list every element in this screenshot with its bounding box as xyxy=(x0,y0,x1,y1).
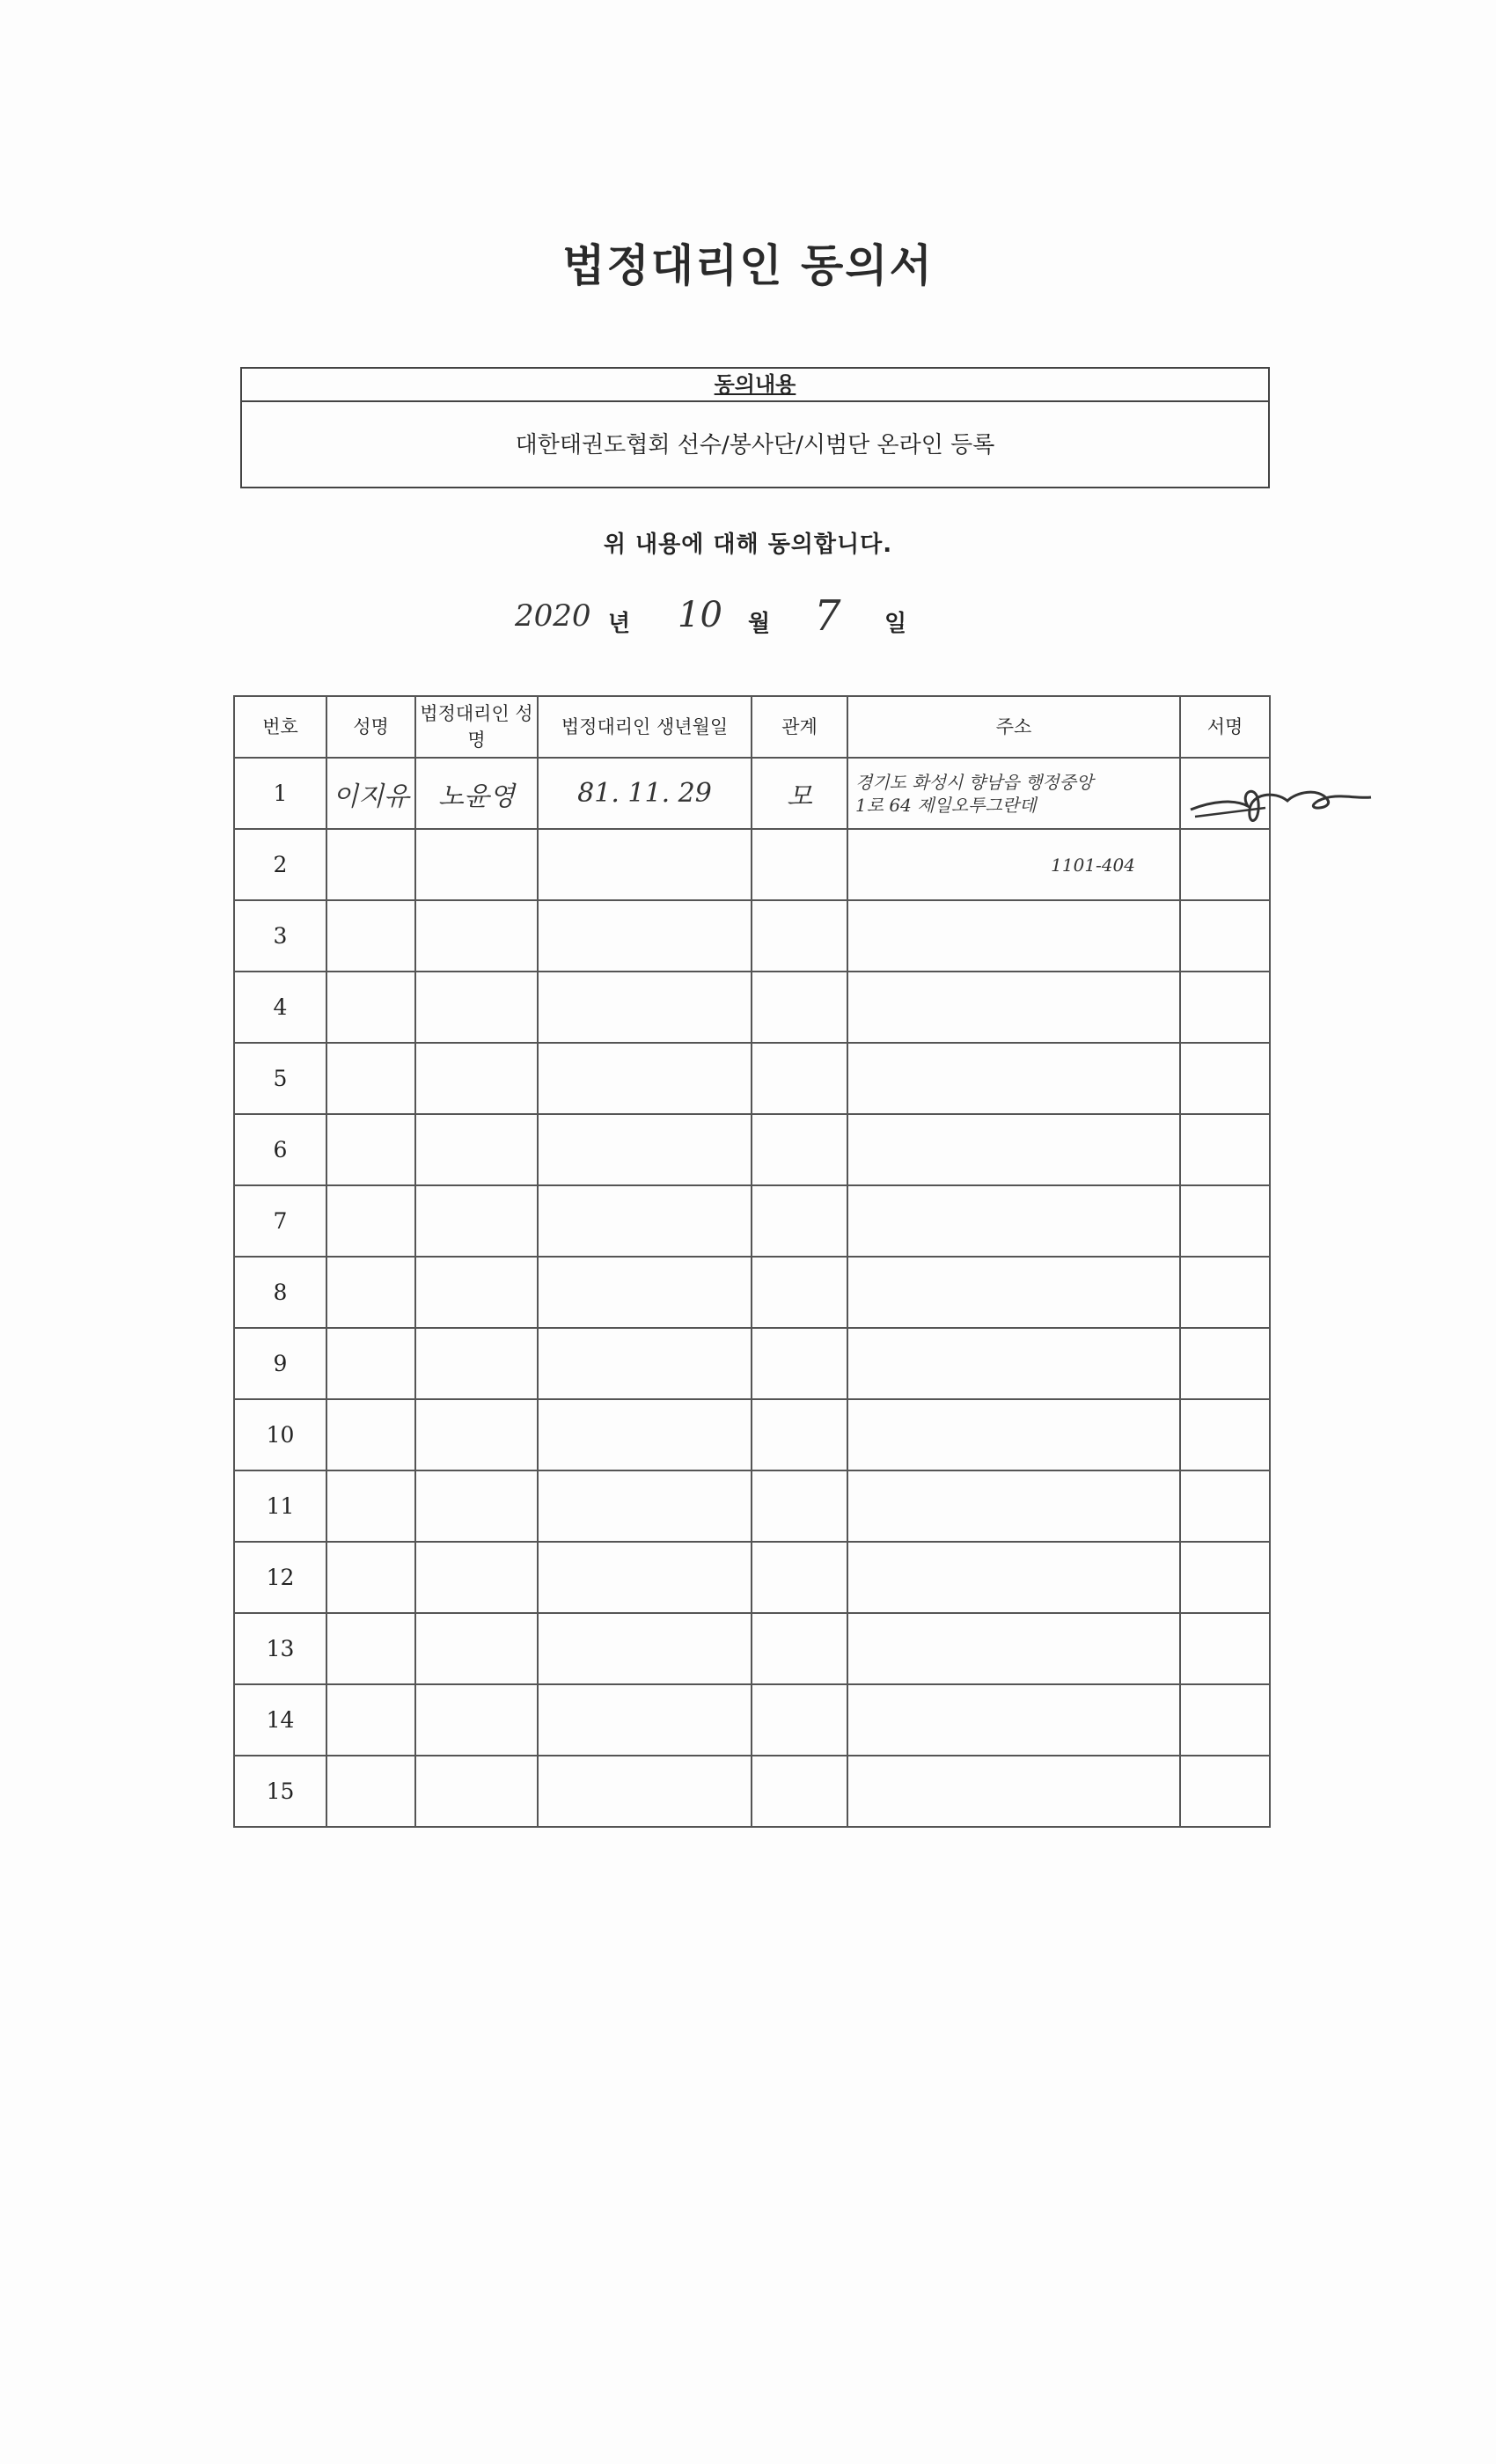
consent-heading: 동의내용 xyxy=(242,369,1268,402)
consent-box xyxy=(240,367,1270,488)
row-number: 9 xyxy=(234,1328,326,1399)
table-row xyxy=(234,1756,1270,1827)
row-number: 1 xyxy=(234,758,326,829)
row-guardian-name: 노윤영 xyxy=(415,758,538,829)
document-title: 법정대리인 동의서 xyxy=(562,240,934,291)
address-line-3: 1101-404 xyxy=(847,829,1180,900)
header-number: 번호 xyxy=(234,696,326,758)
address-line-2: 1로 64 제일오투그란데 xyxy=(855,794,1037,816)
table-row xyxy=(234,829,1270,900)
date-year: 2020 xyxy=(515,598,591,634)
consent-content: 대한태권도협회 선수/봉사단/시범단 온라인 등록 xyxy=(515,432,995,458)
table-row xyxy=(234,972,1270,1043)
row-guardian-birth: 81. 11. 29 xyxy=(538,758,752,829)
table-row xyxy=(234,1185,1270,1257)
agree-text: 위 내용에 대해 동의합니다. xyxy=(603,532,893,558)
header-guardian-name: 법정대리인 성명 xyxy=(415,696,538,758)
header-signature: 서명 xyxy=(1180,696,1270,758)
header-guardian-birth: 법정대리인 생년월일 xyxy=(538,696,752,758)
table-header-row xyxy=(234,696,1270,758)
table-row xyxy=(234,758,1270,829)
row-relation: 모 xyxy=(752,758,847,829)
row-number: 6 xyxy=(234,1114,326,1185)
date-month-label: 월 xyxy=(748,611,771,637)
row-number: 12 xyxy=(234,1542,326,1613)
date-day: 7 xyxy=(814,591,841,641)
address-line-1: 경기도 화성시 향남읍 행정중앙 xyxy=(855,771,1094,793)
table-row xyxy=(234,1399,1270,1470)
row-number: 11 xyxy=(234,1470,326,1542)
table-row xyxy=(234,1542,1270,1613)
row-address xyxy=(847,758,1180,829)
row-number: 4 xyxy=(234,972,326,1043)
header-relation: 관계 xyxy=(752,696,847,758)
date-year-label: 년 xyxy=(608,611,631,637)
consent-table xyxy=(233,695,1271,1828)
table-row xyxy=(234,1684,1270,1756)
date-day-label: 일 xyxy=(884,611,907,637)
row-number: 7 xyxy=(234,1185,326,1257)
row-number: 10 xyxy=(234,1399,326,1470)
row-number: 3 xyxy=(234,900,326,972)
row-number: 13 xyxy=(234,1613,326,1684)
table-row xyxy=(234,1613,1270,1684)
row-number: 5 xyxy=(234,1043,326,1114)
row-number: 15 xyxy=(234,1756,326,1827)
row-number: 8 xyxy=(234,1257,326,1328)
date-month: 10 xyxy=(678,595,722,635)
handwritten-signature xyxy=(1186,774,1380,836)
table-row xyxy=(234,1043,1270,1114)
date-line xyxy=(515,591,1008,648)
table-row xyxy=(234,900,1270,972)
header-address: 주소 xyxy=(847,696,1180,758)
row-number: 2 xyxy=(234,829,326,900)
row-name: 이지유 xyxy=(326,758,415,829)
table-row xyxy=(234,1114,1270,1185)
header-name: 성명 xyxy=(326,696,415,758)
table-row xyxy=(234,1328,1270,1399)
table-row xyxy=(234,1257,1270,1328)
table-row xyxy=(234,1470,1270,1542)
row-number: 14 xyxy=(234,1684,326,1756)
